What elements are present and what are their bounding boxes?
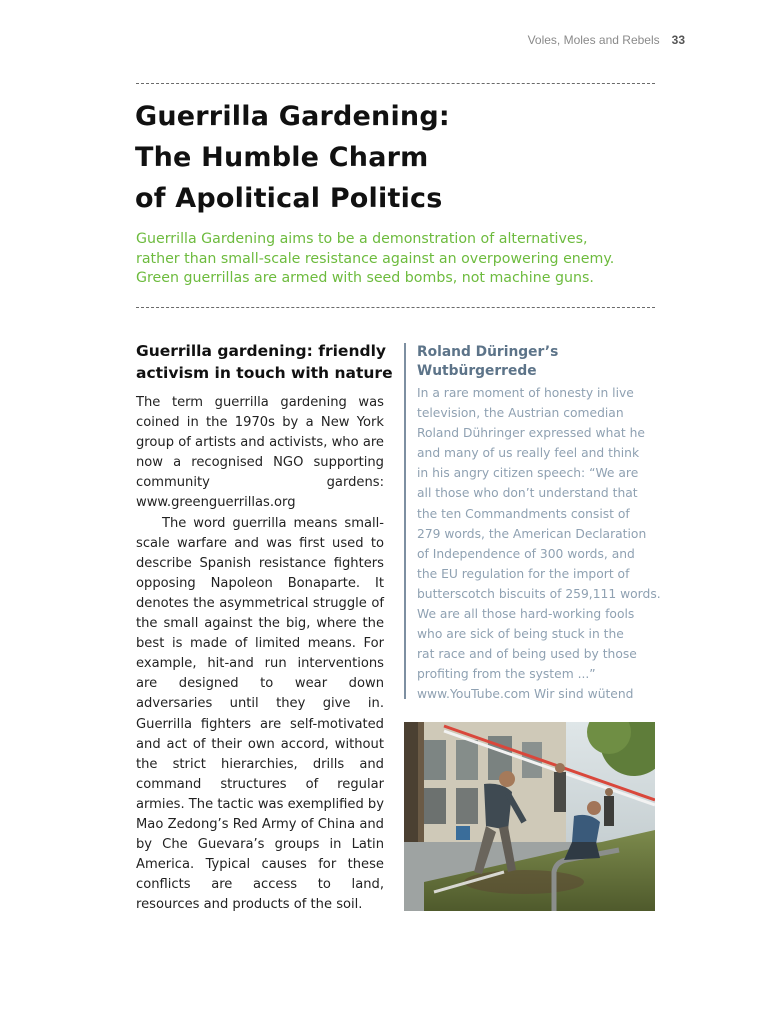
- sidebar-heading-line: Wutbürgerrede: [417, 363, 537, 379]
- section-heading: [136, 340, 393, 384]
- body-paragraph: The term guerrilla gardening was coined in the 1970s by a New York group of artists and activists, who are now a recognised NGO supporting community gardens: www.greenguerrillas.org: [136, 395, 384, 511]
- title-line: of Apolitical Politics: [135, 183, 443, 214]
- lead-line: Green guerrillas are armed with seed bombs, not machine guns.: [136, 270, 594, 286]
- sidebar-line: television, the Austrian comedian: [417, 406, 624, 421]
- sidebar-line: the EU regulation for the import of: [417, 566, 630, 581]
- lead-line: Guerrilla Gardening aims to be a demonstration of alternatives,: [136, 231, 588, 247]
- page-number: 33: [671, 33, 685, 47]
- running-header: [528, 33, 685, 47]
- section-heading-line: activism in touch with nature: [136, 364, 393, 382]
- sidebar-line: Roland Dühringer expressed what he: [417, 426, 645, 441]
- body-paragraph: The word guerrilla means small-scale warfare and was first used to describe Spanish resistance fighters opposing Napoleon Bonaparte. It denotes the asymmetrical struggle of the small against the big, where the best is made of limited means. For example, hit-and run interventions are designed to wear down adversaries until they give in. Guerrilla fighters are self-motivated and act of their own accord, without the strict hierarchies, drills and command structures of regular armies. The tactic was exemplified by Mao Zedong’s Red Army of China and by Che Guevara’s groups in Latin America. Typical causes for these conflicts are access to land, resources and products of the soil.: [136, 515, 384, 913]
- article-title: [135, 96, 655, 219]
- sidebar-line: butterscotch biscuits of 259,111 words.: [417, 586, 661, 601]
- title-line: Guerrilla Gardening:: [135, 101, 450, 132]
- sidebar-line: all those who don’t understand that: [417, 486, 638, 501]
- sidebar-line: in his angry citizen speech: “We are: [417, 466, 639, 481]
- sidebar-heading: [417, 343, 656, 381]
- top-dashed-rule: [136, 83, 655, 84]
- sidebar-line: of Independence of 300 words, and: [417, 546, 635, 561]
- sidebar-line: and many of us really feel and think: [417, 446, 640, 461]
- sidebar-body: [417, 383, 661, 705]
- sidebar-line: 279 words, the American Declaration: [417, 526, 647, 541]
- main-column: [136, 340, 393, 915]
- bottom-dashed-rule: [136, 307, 655, 308]
- running-title: Voles, Moles and Rebels: [527, 33, 660, 47]
- sidebar-column: [404, 343, 661, 702]
- lead-line: rather than small-scale resistance against an overpowering enemy.: [136, 250, 615, 267]
- sidebar-heading-line: Roland Düringer’s: [417, 344, 559, 360]
- guerrilla-gardening-photo: [404, 722, 655, 911]
- section-heading-line: Guerrilla gardening: friendly: [136, 342, 386, 360]
- sidebar-box: [404, 343, 661, 702]
- sidebar-line: In a rare moment of honesty in live: [417, 386, 634, 400]
- sidebar-line: rat race and of being used by those: [417, 647, 637, 662]
- sidebar-line: the ten Commandments consist of: [417, 506, 630, 521]
- sidebar-line: who are sick of being stuck in the: [417, 627, 624, 642]
- sidebar-line: www.YouTube.com Wir sind wütend: [417, 687, 634, 702]
- lead-paragraph: [136, 230, 656, 289]
- sidebar-line: We are all those hard-working fools: [417, 607, 635, 622]
- sidebar-line: profiting from the system ...”: [417, 667, 596, 682]
- title-line: The Humble Charm: [135, 142, 429, 173]
